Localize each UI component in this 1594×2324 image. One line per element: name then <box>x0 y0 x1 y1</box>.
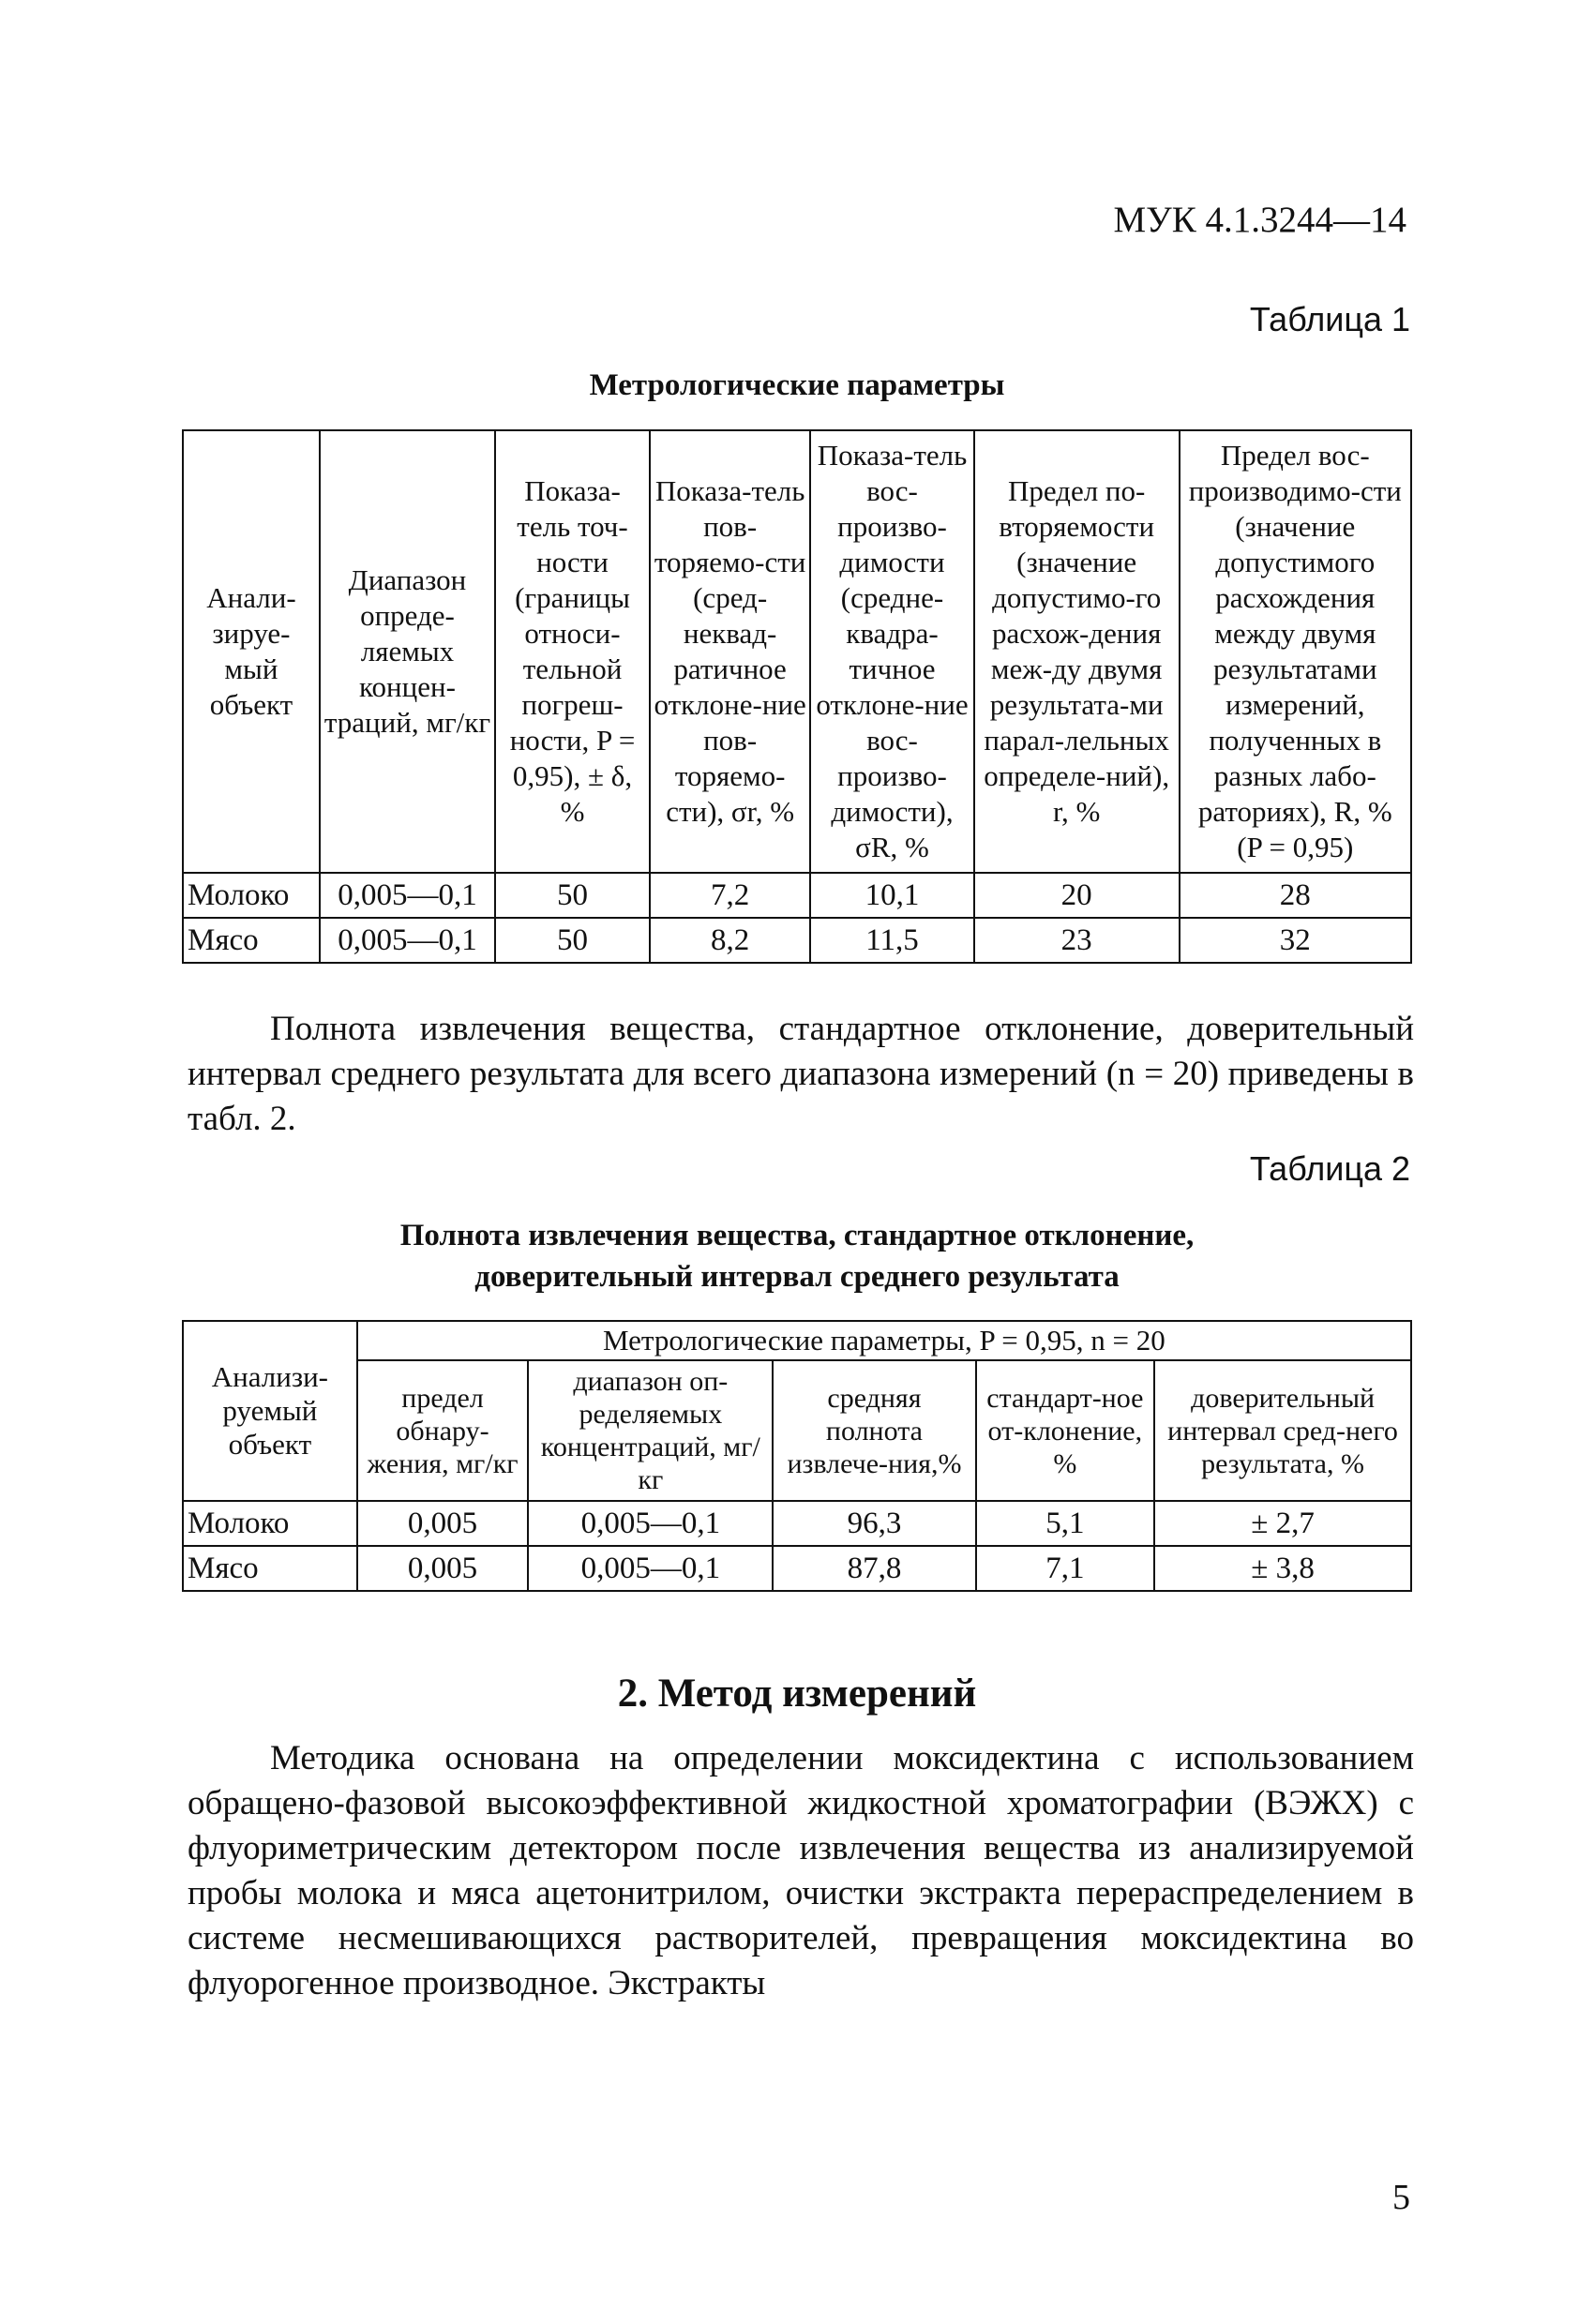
table-header-row <box>183 1360 1411 1501</box>
table-cell: 0,005—0,1 <box>320 918 495 963</box>
table-cell: Молоко <box>183 873 320 918</box>
table-cell: 96,3 <box>773 1501 975 1546</box>
table2-title-line: Полнота извлечения вещества, стандартное отклонение, <box>399 1219 1195 1252</box>
header-cell: предел обнару-жения, мг/кг <box>357 1360 529 1501</box>
table-row <box>183 1501 1411 1546</box>
paragraph-method-description: Методика основана на определении моксидектина с использованием обращено-фазовой высокоэффективной жидкостной хроматографии (ВЭЖХ) с флуориметрическим детектором после извлечения вещества из анализируемой пробы молока и мяса ацетонитрилом, очистки экстракта перераспределением в системе несмешивающихся растворителей, превращения моксидектина во флуорогенное производное. Экстракты <box>188 1739 1414 2002</box>
table-cell: 32 <box>1180 918 1411 963</box>
table1-label: Таблица 1 <box>1249 300 1410 338</box>
header-cell: Показа-тель пов-торяемо-сти (сред-неквад-ратичное отклоне-ние пов-торяемо-сти), σr, % <box>650 430 810 873</box>
table-cell: 50 <box>495 873 650 918</box>
table-row <box>183 1546 1411 1591</box>
table1-title: Метрологические параметры <box>589 368 1005 402</box>
header-cell: Показа-тель вос-произво-димости (средне-квадра-тичное отклоне-ние вос-произво-димости), σR, % <box>810 430 973 873</box>
header-cell: диапазон оп-ределяемых концентраций, мг/кг <box>528 1360 773 1501</box>
header-cell: Анализи-руемый объект <box>183 1321 357 1501</box>
header-cell: Предел по-вторяемости (значение допустимо-го расхож-дения меж-ду двумя результата-ми парал-лельных определе-ний), r, % <box>974 430 1180 873</box>
header-cell: стандарт-ное от-клонение, % <box>976 1360 1155 1501</box>
table-cell: 87,8 <box>773 1546 975 1591</box>
table-cell: ± 2,7 <box>1154 1501 1411 1546</box>
table-cell: ± 3,8 <box>1154 1546 1411 1591</box>
table-cell: Молоко <box>183 1501 357 1546</box>
table-cell: 8,2 <box>650 918 810 963</box>
header-cell: доверительный интервал сред-него результата, % <box>1154 1360 1411 1501</box>
table-cell: 0,005 <box>357 1546 529 1591</box>
table-cell: 7,1 <box>976 1546 1155 1591</box>
table-cell: Мясо <box>183 918 320 963</box>
page-number: 5 <box>1392 2178 1410 2217</box>
table-cell: 28 <box>1180 873 1411 918</box>
table-cell: 7,2 <box>650 873 810 918</box>
header-cell: Анали-зируе-мый объект <box>183 430 320 873</box>
section-heading: 2. Метод измерений <box>617 1672 977 1716</box>
table-cell: Мясо <box>183 1546 357 1591</box>
table-cell: 11,5 <box>810 918 973 963</box>
metrological-parameters-table <box>182 429 1412 964</box>
header-cell: Диапазон опреде-ляемых концен-траций, мг/кг <box>320 430 495 873</box>
header-cell: Показа-тель точ-ности (границы относи-тельной погреш-ности, P = 0,95), ± δ, % <box>495 430 650 873</box>
table-cell: 50 <box>495 918 650 963</box>
header-cell: средняя полнота извлече-ния,% <box>773 1360 975 1501</box>
header-cell: Предел вос-производимо-сти (значение допустимого расхождения между двумя результатами измерений, полученных в разных лабо-раториях), R, % (P = 0,95) <box>1180 430 1411 873</box>
table-cell: 5,1 <box>976 1501 1155 1546</box>
table-cell: 0,005—0,1 <box>528 1546 773 1591</box>
table-cell: 23 <box>974 918 1180 963</box>
table2-title-line: доверительный интервал среднего результата <box>474 1260 1120 1294</box>
table-cell: 0,005—0,1 <box>320 873 495 918</box>
table-cell: 20 <box>974 873 1180 918</box>
paragraph-extraction-summary: Полнота извлечения вещества, стандартное отклонение, доверительный интервал среднего результата для всего диапазона измерений (n = 20) приведены в табл. 2. <box>188 1010 1414 1138</box>
table-header-row <box>183 430 1411 873</box>
table-row <box>183 873 1411 918</box>
table-cell: 0,005—0,1 <box>528 1501 773 1546</box>
table-header-row <box>183 1321 1411 1360</box>
table-cell: 10,1 <box>810 873 973 918</box>
table-cell: 0,005 <box>357 1501 529 1546</box>
table2-title <box>0 1215 1594 1297</box>
header-cell: Метрологические параметры, P = 0,95, n = 20 <box>357 1321 1411 1360</box>
extraction-completeness-table <box>182 1320 1412 1592</box>
table-row <box>183 918 1411 963</box>
document-code: МУК 4.1.3244—14 <box>1113 200 1406 240</box>
table2-label: Таблица 2 <box>1249 1149 1410 1188</box>
